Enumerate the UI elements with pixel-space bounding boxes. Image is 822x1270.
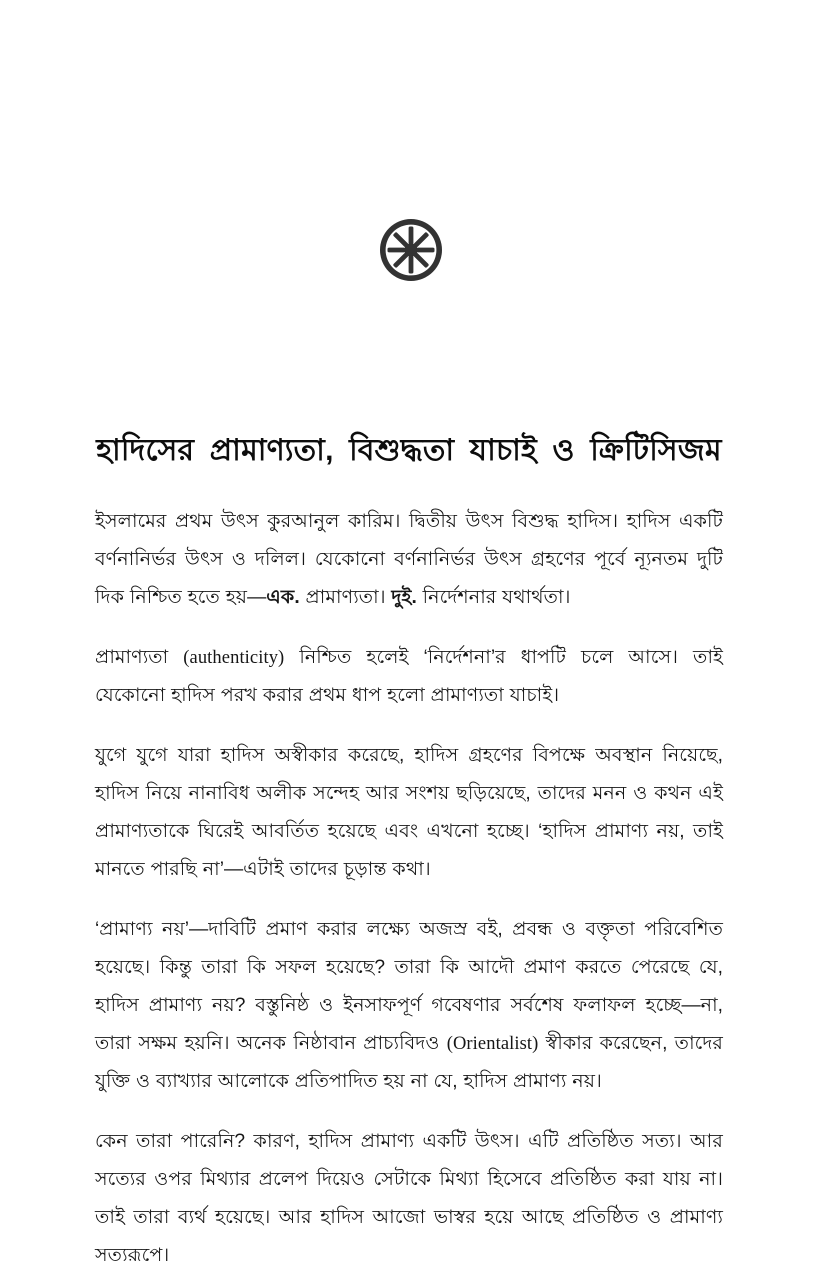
paragraph-1 <box>95 503 723 617</box>
text-run: যুগে যুগে যারা হাদিস অস্বীকার করেছে, হাদিস গ্রহণের বিপক্ষে অবস্থান নিয়েছে, হাদিস নিয়ে নানাবিধ অলীক সন্দেহ আর সংশয় ছড়িয়েছে, তাদের মনন ও কথন এই প্রামাণ্যতাকে ঘিরেই আবর্তিত হয়েছে এবং এখনো হচ্ছে। ‘হাদিস প্রামাণ্য নয়, তাই মানতে পারছি না’—এটাই তাদের চূড়ান্ত কথা। <box>95 745 723 880</box>
text-run: প্রামাণ্যতা। <box>299 587 392 608</box>
text-run-english: (authenticity) <box>183 648 285 668</box>
text-run-english: (Orientalist) <box>446 1034 539 1054</box>
text-run-bold: এক. <box>266 587 300 608</box>
wheel-rosette-icon <box>380 219 442 281</box>
text-run: নির্দেশনার যথার্থতা। <box>416 587 571 608</box>
ornament-container <box>0 219 822 281</box>
page-title: হাদিসের প্রামাণ্যতা, বিশুদ্ধতা যাচাই ও ক্রিটিসিজম <box>96 434 722 467</box>
text-run: স্বীকার করেছেন, তাদের যুক্তি ও ব্যাখ্যার আলোকে প্রতিপাদিত হয় না যে, হাদিস প্রামাণ্য নয়। <box>95 1033 723 1092</box>
text-run: কেন তারা পারেনি? কারণ, হাদিস প্রামাণ্য একটি উৎস। এটি প্রতিষ্ঠিত সত্য। আর সত্যের ওপর মিথ্যার প্রলেপ দিয়েও সেটাকে মিথ্যা হিসেবে প্রতিষ্ঠিত করা যায় না। তাই তারা ব্যর্থ হয়েছে। আর হাদিস আজো ভাস্বর হয়ে আছে প্রতিষ্ঠিত ও প্রামাণ্য সত্যরূপে। <box>95 1131 723 1266</box>
paragraph-4 <box>95 911 723 1101</box>
text-run-bold: দুই. <box>391 587 417 608</box>
paragraph-2 <box>95 639 723 715</box>
paragraph-3 <box>95 737 723 889</box>
text-run: নিশ্চিত হলেই ‘নির্দেশনা’র ধাপটি চলে আসে। তাই যেকোনো হাদিস পরখ করার প্রথম ধাপ হলো প্রামাণ্যতা যাচাই। <box>95 647 723 706</box>
text-run: ‘প্রামাণ্য নয়’—দাবিটি প্রমাণ করার লক্ষ্যে অজস্র বই, প্রবন্ধ ও বক্তৃতা পরিবেশিত হয়েছে। কিন্তু তারা কি সফল হয়েছে? তারা কি আদৌ প্রমাণ করতে পেরেছে যে, হাদিস প্রামাণ্য নয়? বস্তুনিষ্ঠ ও ইনসাফপূর্ণ গবেষণার সর্বশেষ ফলাফল হচ্ছে—না, তারা সক্ষম হয়নি। অনেক নিষ্ঠাবান প্রাচ্যবিদও <box>95 919 723 1054</box>
text-run: প্রামাণ্যতা <box>95 647 184 668</box>
text-run: ইসলামের প্রথম উৎস কুরআনুল কারিম। দ্বিতীয় উৎস বিশুদ্ধ হাদিস। হাদিস একটি বর্ণনানির্ভর উৎস ও দলিল। যেকোনো বর্ণনানির্ভর উৎস গ্রহণের পূর্বে ন্যূনতম দুটি দিক নিশ্চিত হতে হয়— <box>95 511 723 608</box>
body-text-block <box>95 503 723 1270</box>
paragraph-5 <box>95 1123 723 1270</box>
